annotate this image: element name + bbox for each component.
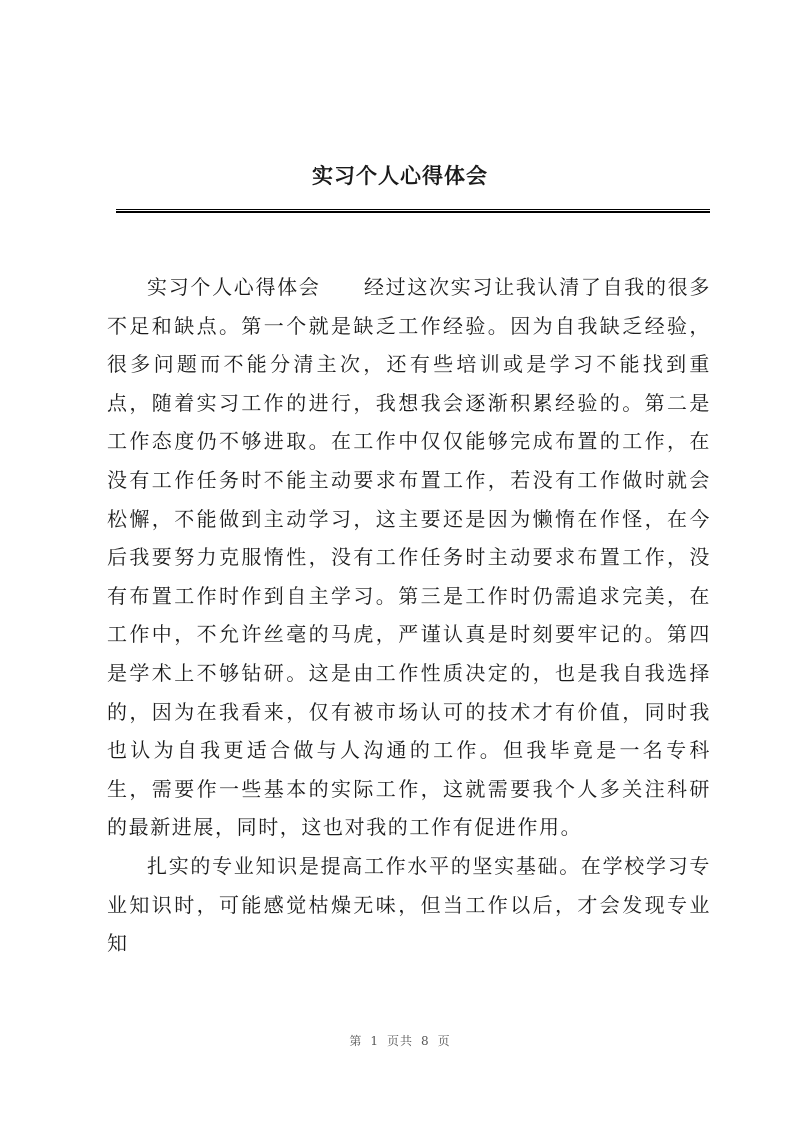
- footer-suffix: 页: [437, 1034, 451, 1048]
- footer-total-pages: 8: [421, 1034, 430, 1048]
- footer-prefix: 第: [349, 1034, 363, 1048]
- body-paragraph-1: 实习个人心得体会 经过这次实习让我认清了自我的很多不足和缺点。第一个就是缺乏工作经验。因为自我缺乏经验，很多问题而不能分清主次，还有些培训或是学习不能找到重点，随着实习工作的进行，我想我会逐渐积累经验的。第二是工作态度仍不够进取。在工作中仅仅能够完成布置的工作，在没有工作任务时不能主动要求布置工作，若没有工作做时就会松懈，不能做到主动学习，这主要还是因为懒惰在作怪，在今后我要努力克服惰性，没有工作任务时主动要求布置工作，没有布置工作时作到自主学习。第三是工作时仍需追求完美，在工作中，不允许丝毫的马虎，严谨认真是时刻要牢记的。第四是学术上不够钻研。这是由工作性质决定的，也是我自我选择的，因为在我看来，仅有被市场认可的技术才有价值，同时我也认为自我更适合做与人沟通的工作。但我毕竟是一名专科生，需要作一些基本的实际工作，这就需要我个人多关注科研的最新进展，同时，这也对我的工作有促进作用。: [107, 275, 711, 840]
- footer-current-page: 1: [370, 1034, 379, 1048]
- document-body: [107, 268, 711, 963]
- page-footer: [0, 1032, 800, 1049]
- footer-middle: 页共: [386, 1034, 413, 1048]
- body-paragraph-2: 扎实的专业知识是提高工作水平的坚实基础。在学校学习专业知识时，可能感觉枯燥无味，但当工作以后，才会发现专业知: [107, 853, 711, 956]
- document-title: 实习个人心得体会: [312, 163, 488, 188]
- title-underline: [116, 209, 710, 213]
